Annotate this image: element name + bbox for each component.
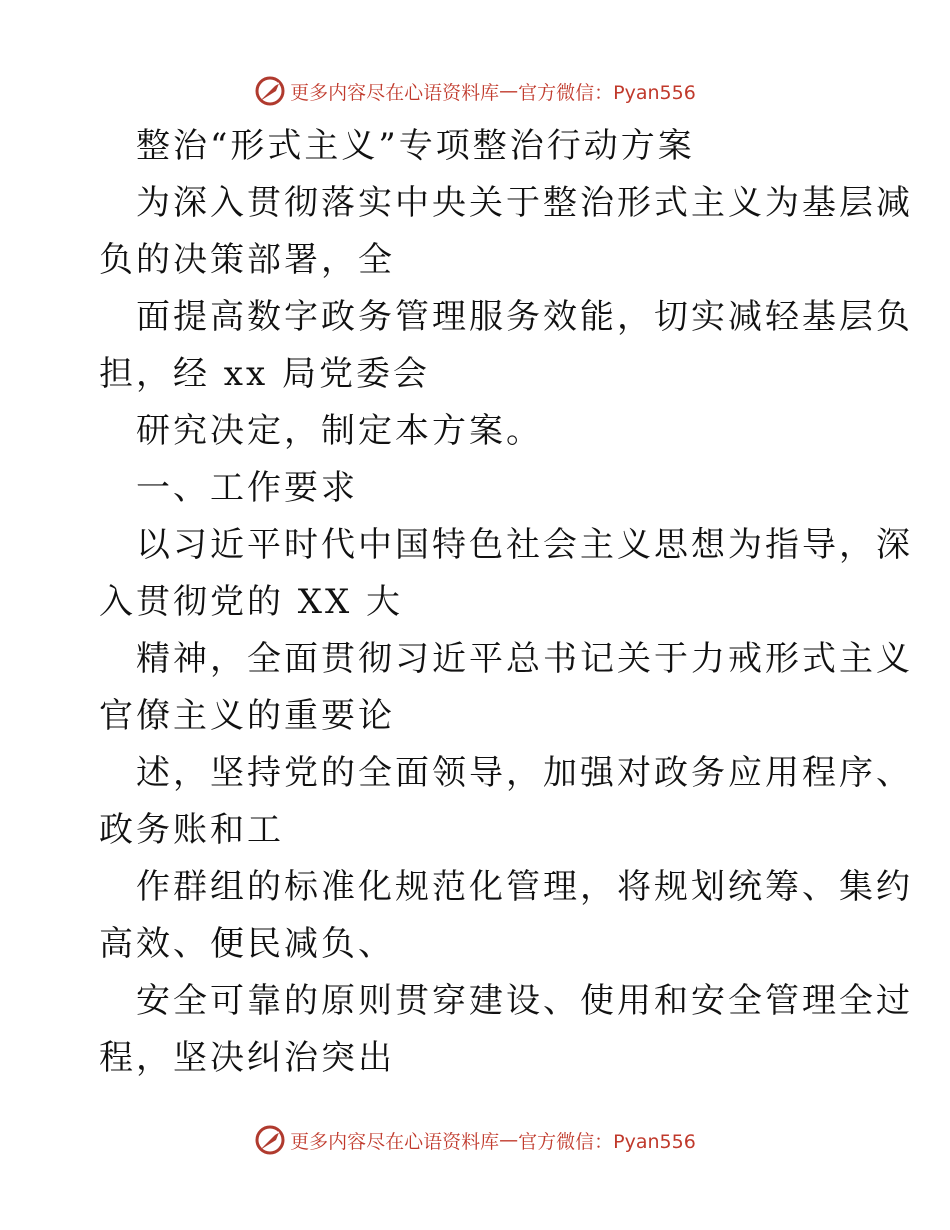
footer-watermark-banner [0, 1120, 950, 1160]
paragraph-line: 面提高数字政务管理服务效能，切实减轻基层负 [136, 297, 913, 337]
paragraph-line: 官僚主义的重要论 [99, 696, 395, 736]
paragraph-line: 政务账和工 [99, 810, 284, 850]
banner-main-text: 更多内容尽在心语资料库 [290, 81, 500, 104]
document-body [99, 118, 913, 1087]
paragraph-line: 入贯彻党的 XX 大 [99, 582, 404, 622]
paragraph-line: 程，坚决纠治突出 [99, 1038, 395, 1078]
banner-wechat-text: 官方微信：Pyan556 [518, 1130, 696, 1153]
banner-wechat-text: 官方微信：Pyan556 [518, 81, 696, 104]
banner-dash: — [499, 1129, 519, 1151]
paragraph-line: 负的决策部署，全 [99, 240, 395, 280]
banner-dash: — [499, 80, 519, 102]
red-feather-seal-icon [254, 1124, 286, 1156]
banner-main-text: 更多内容尽在心语资料库 [290, 1130, 500, 1153]
paragraph-line: 担，经 xx 局党委会 [99, 354, 430, 394]
paragraph-line: 为深入贯彻落实中央关于整治形式主义为基层减 [136, 183, 913, 223]
paragraph-line: 安全可靠的原则贯穿建设、使用和安全管理全过 [136, 981, 913, 1021]
paragraph-line: 高效、便民减负、 [99, 924, 395, 964]
red-feather-seal-icon [254, 75, 286, 107]
section-heading: 一、工作要求 [136, 468, 358, 508]
document-title: 整治“形式主义”专项整治行动方案 [136, 126, 695, 166]
paragraph-line: 以习近平时代中国特色社会主义思想为指导，深 [136, 525, 913, 565]
paragraph-line: 述，坚持党的全面领导，加强对政务应用程序、 [136, 753, 913, 793]
header-watermark-banner [0, 71, 950, 111]
paragraph-line: 作群组的标准化规范化管理，将规划统筹、集约 [136, 867, 913, 907]
paragraph-line: 精神，全面贯彻习近平总书记关于力戒形式主义 [136, 639, 913, 679]
paragraph-line: 研究决定，制定本方案。 [136, 411, 543, 451]
